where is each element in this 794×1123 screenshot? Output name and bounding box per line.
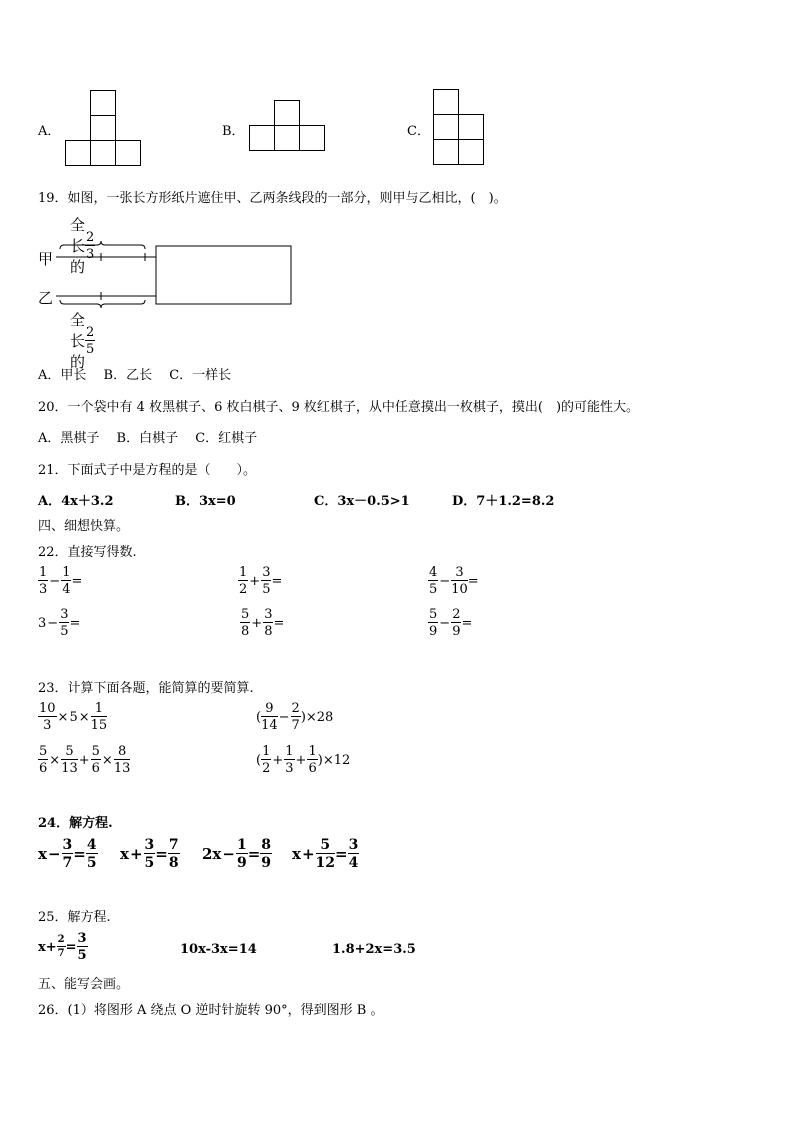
q23-expr-2: ( $\frac{9}{14}$ − $\frac{2}{7}$ ) ×28 (256, 701, 334, 733)
q21-option-c: C．3x－0.5>1 (314, 494, 410, 509)
q18-option-c-label: C． (407, 124, 430, 139)
q22-expr-2: $\frac{1}{2}$ + $\frac{3}{5}$ = (239, 565, 283, 597)
q19-jia-label: 甲 (38, 250, 54, 268)
q25-equation-1: x+ $\frac{2}{7}$ = $\frac{3}{5}$ (38, 931, 87, 963)
q26-stem: 26．(1）将图形 A 绕点 O 逆时针旋转 90°，得到图形 B 。 (38, 1003, 384, 1018)
q19-label-top-prefix: 全长的 (70, 216, 86, 276)
q22-expr-5: $\frac{5}{8}$ + $\frac{3}{8}$ = (241, 607, 285, 639)
q19-cover-rectangle (156, 246, 291, 304)
q24-equation-1: x − $\frac{3}{7}$ = $\frac{4}{5}$ (38, 837, 97, 871)
q24-equation-3: 2x − $\frac{1}{9}$ = $\frac{8}{9}$ (202, 837, 272, 871)
q19-top-brace (60, 241, 145, 249)
q18-option-a-label: A． (38, 124, 61, 139)
q22-expr-6: $\frac{5}{9}$ − $\frac{2}{9}$ = (429, 607, 473, 639)
q23-stem: 23．计算下面各题，能简算的要简算. (38, 681, 254, 696)
q19-stem: 19．如图，一张长方形纸片遮住甲、乙两条线段的一部分，则甲与乙相比，( )。 (38, 191, 507, 206)
q22-expr-1: $\frac{1}{3}$ − $\frac{1}{4}$ = (39, 565, 83, 597)
q25-equation-3: 1.8+2x=3.5 (332, 942, 416, 957)
q24-stem: 24．解方程. (38, 816, 113, 831)
q23-expr-1: $\frac{10}{3}$ × 5 × $\frac{1}{15}$ (39, 701, 108, 733)
q22-expr-4: 3 − $\frac{3}{5}$ = (38, 607, 81, 639)
q19-label-bottom-prefix: 全长的 (70, 311, 86, 371)
q19-yi-label: 乙 (38, 289, 54, 307)
q24-equation-2: x + $\frac{3}{5}$ = $\frac{7}{8}$ (120, 837, 179, 871)
q18-option-b-label: B． (222, 124, 245, 139)
q24-equation-4: x + $\frac{5}{12}$ = $\frac{3}{4}$ (292, 837, 359, 871)
section-5-heading: 五、能写会画。 (38, 977, 130, 992)
q21-option-b: B．3x=0 (175, 494, 236, 509)
q25-stem: 25．解方程. (38, 910, 111, 925)
q22-stem: 22．直接写得数. (38, 545, 137, 560)
section-4-heading: 四、细想快算。 (38, 519, 130, 534)
q19-bottom-brace (60, 300, 145, 308)
q21-option-d: D．7＋1.2=8.2 (452, 494, 555, 509)
q19-options: A．甲长 B．乙长 C．一样长 (38, 368, 232, 383)
q21-option-a: A．4x＋3.2 (38, 494, 114, 509)
q21-stem: 21．下面式子中是方程的是（ ）。 (38, 463, 257, 478)
q22-expr-3: $\frac{4}{5}$ − $\frac{3}{10}$ = (429, 565, 479, 597)
q23-expr-3: $\frac{5}{6}$ × $\frac{5}{13}$ + $\frac{5}{6}$ × $\frac{8}{13}$ (39, 744, 131, 776)
q19-label-bottom: 全长的 $\frac{2}{5}$ (70, 311, 95, 371)
q20-options: A．黑棋子 B．白棋子 C．红棋子 (38, 431, 258, 446)
q23-expr-4: ( $\frac{1}{2}$ + $\frac{1}{3}$ + $\frac{1}{6}$ ) ×12 (256, 744, 351, 776)
q20-stem: 20．一个袋中有 4 枚黑棋子、6 枚白棋子、9 枚红棋子，从中任意摸出一枚棋子，摸出( )的可能性大。 (38, 400, 640, 415)
q25-equation-2: 10x-3x=14 (180, 942, 257, 957)
q19-label-top: 全长的 $\frac{2}{3}$ (70, 216, 95, 276)
